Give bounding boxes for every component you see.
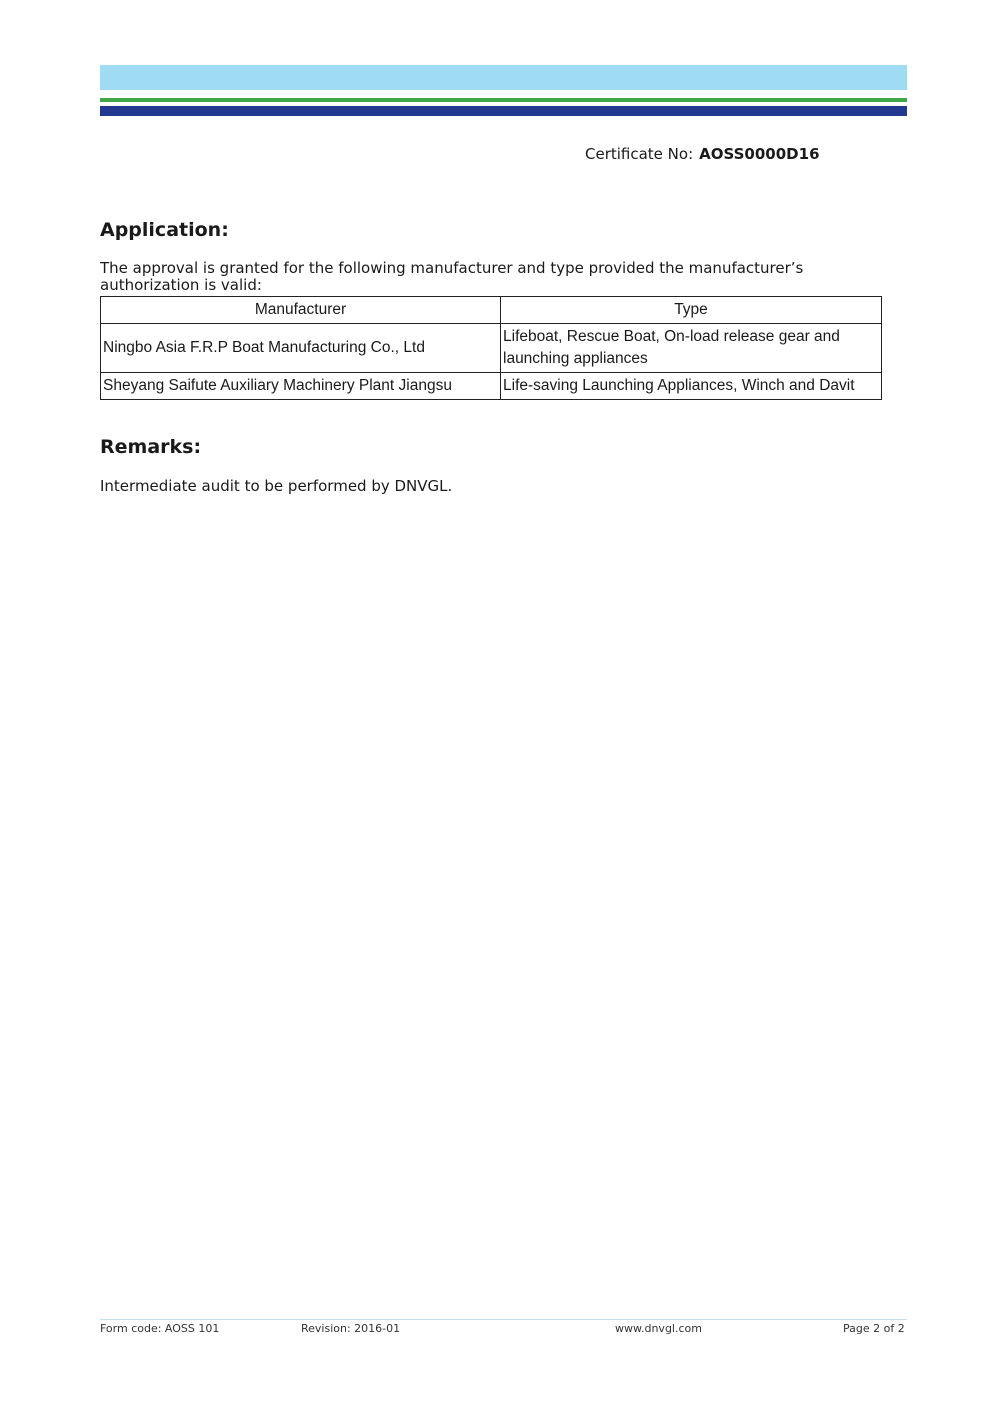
header-type: Type — [501, 297, 882, 324]
certificate-number — [585, 145, 820, 163]
cell-manufacturer: Ningbo Asia F.R.P Boat Manufacturing Co., Ltd — [101, 324, 501, 373]
header-manufacturer: Manufacturer — [101, 297, 501, 324]
table-row — [101, 324, 882, 373]
table-row — [101, 373, 882, 400]
header-band-green — [100, 98, 907, 102]
header-band-navy — [100, 106, 907, 116]
remarks-text: Intermediate audit to be performed by DNVGL. — [100, 477, 453, 495]
cell-type: Life-saving Launching Appliances, Winch and Davit — [501, 373, 882, 400]
cell-type: Lifeboat, Rescue Boat, On-load release gear and launching appliances — [501, 324, 882, 373]
footer-website-link[interactable]: www.dnvgl.com — [615, 1322, 702, 1335]
footer-revision: Revision: 2016-01 — [301, 1322, 401, 1335]
application-intro: The approval is granted for the following manufacturer and type provided the manufacturer’s authorization is valid: — [100, 259, 804, 294]
header-band-light — [100, 65, 907, 90]
table-header-row — [101, 297, 882, 324]
footer-divider — [100, 1319, 907, 1320]
footer-page-number: Page 2 of 2 — [843, 1322, 905, 1335]
approval-table — [100, 296, 882, 400]
footer-form-code: Form code: AOSS 101 — [100, 1322, 220, 1335]
certificate-value: AOSS0000D16 — [699, 145, 820, 163]
cell-manufacturer: Sheyang Saifute Auxiliary Machinery Plant Jiangsu — [101, 373, 501, 400]
certificate-label: Certificate No: — [585, 145, 694, 163]
application-heading: Application: — [100, 219, 229, 241]
remarks-heading: Remarks: — [100, 436, 202, 458]
